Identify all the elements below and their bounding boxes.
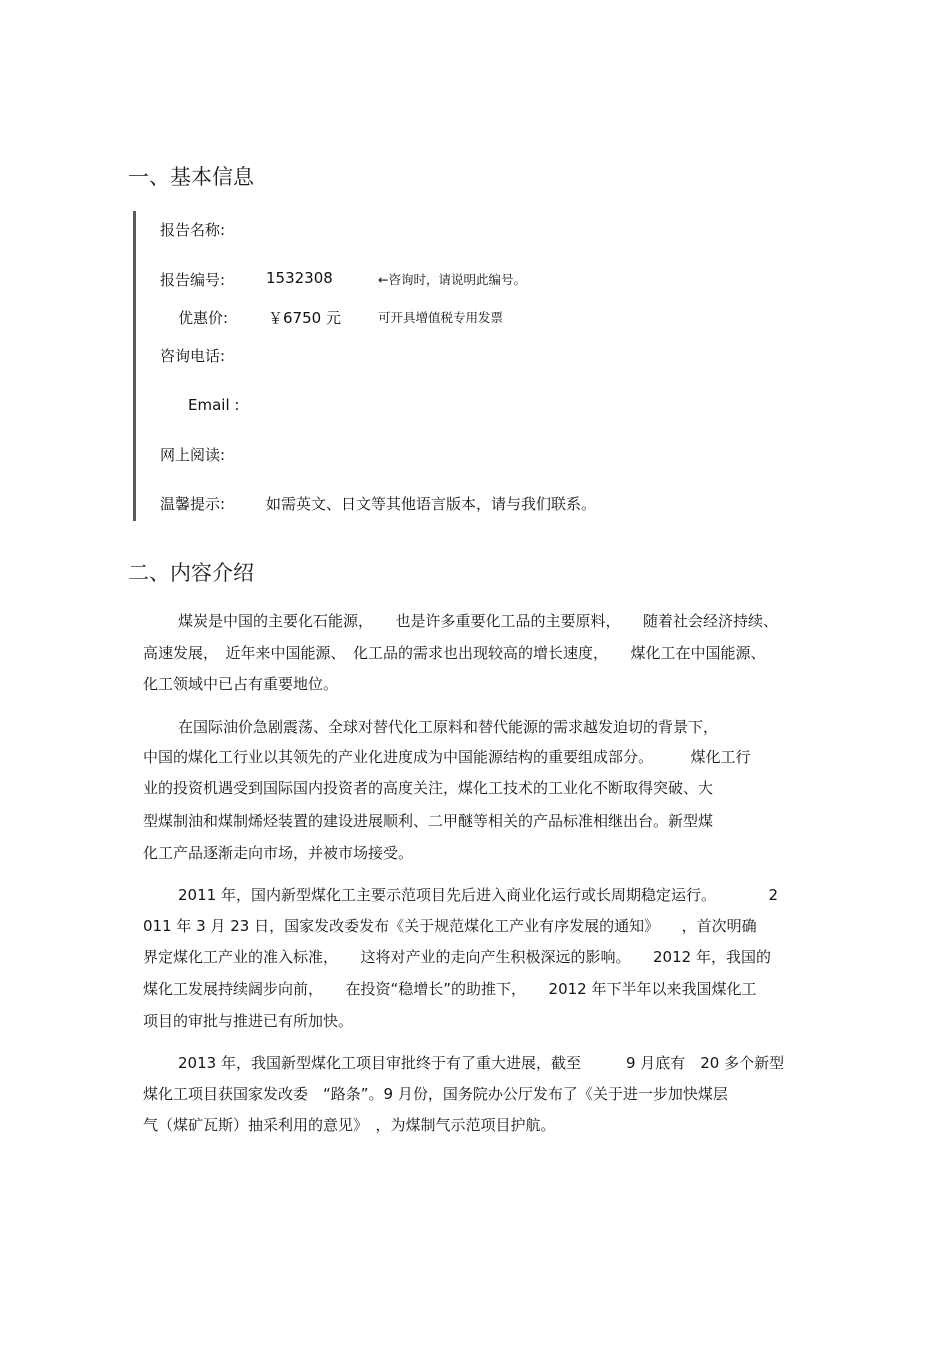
paragraph-line: 型煤制油和煤制烯烃装置的建设进展顺利、二甲醚等相关的产品标准相继出台。新型煤	[143, 812, 714, 830]
price-value: ￥6750	[268, 309, 322, 327]
paragraph-line: 化工领域中已占有重要地位。	[143, 675, 339, 693]
invoice-note: 可开具增值税专用发票	[378, 310, 504, 325]
paragraph-line: 高速发展， 近年来中国能源、 化工品的需求也出现较高的增长速度， 煤化工在中国能源、	[143, 644, 766, 662]
report-name-label: 报告名称:	[160, 221, 226, 239]
email-label: Email :	[188, 396, 240, 414]
paragraph-line: 煤化工项目获国家发改委 “路条”。9 月份，国务院办公厅发布了《关于进一步加快煤层	[143, 1085, 728, 1103]
price-unit: 元	[326, 309, 342, 327]
paragraph-line: 业的投资机遇受到国际国内投资者的高度关注，煤化工技术的工业化不断取得突破、大	[143, 779, 714, 797]
info-block-divider	[133, 211, 136, 521]
paragraph-line: 2013 年，我国新型煤化工项目审批终于有了重大进展，截至 9 月底有 20 多个新型	[178, 1054, 785, 1072]
report-number-label: 报告编号:	[160, 271, 226, 289]
section-heading-basic-info: 一、基本信息	[128, 165, 254, 189]
online-reading-label: 网上阅读:	[160, 446, 226, 464]
paragraph-line: 界定煤化工产业的准入标准， 这将对产业的走向产生积极深远的影响。 2012 年，我国的	[143, 948, 771, 966]
tip-label: 温馨提示:	[160, 495, 226, 513]
report-number-value: 1532308	[266, 269, 333, 287]
paragraph-line: 煤化工发展持续阔步向前， 在投资“稳增长”的助推下， 2012 年下半年以来我国煤化工	[143, 980, 757, 998]
price-label: 优惠价:	[178, 309, 229, 327]
section-heading-content-intro: 二、内容介绍	[128, 561, 254, 585]
paragraph-line: 煤炭是中国的主要化石能源， 也是许多重要化工品的主要原料， 随着社会经济持续、	[178, 612, 779, 630]
paragraph-line: 中国的煤化工行业以其领先的产业化进度成为中国能源结构的重要组成部分。 煤化工行	[143, 748, 751, 766]
paragraph-line: 项目的审批与推进已有所加快。	[143, 1012, 354, 1030]
paragraph-line: 在国际油价急剧震荡、全球对替代化工原料和替代能源的需求越发迫切的背景下，	[178, 718, 719, 736]
paragraph-line: 化工产品逐渐走向市场，并被市场接受。	[143, 844, 414, 862]
paragraph-line: 2011 年，国内新型煤化工主要示范项目先后进入商业化运行或长周期稳定运行。 2	[178, 886, 778, 904]
tip-text: 如需英文、日文等其他语言版本，请与我们联系。	[266, 495, 597, 513]
paragraph-line: 011 年 3 月 23 日，国家发改委发布《关于规范煤化工产业有序发展的通知》 ，首次明确	[143, 917, 757, 935]
report-number-note: ←咨询时，请说明此编号。	[378, 272, 526, 287]
phone-label: 咨询电话:	[160, 347, 226, 365]
paragraph-line: 气（煤矿瓦斯）抽采利用的意见》 ，为煤制气示范项目护航。	[143, 1116, 556, 1134]
